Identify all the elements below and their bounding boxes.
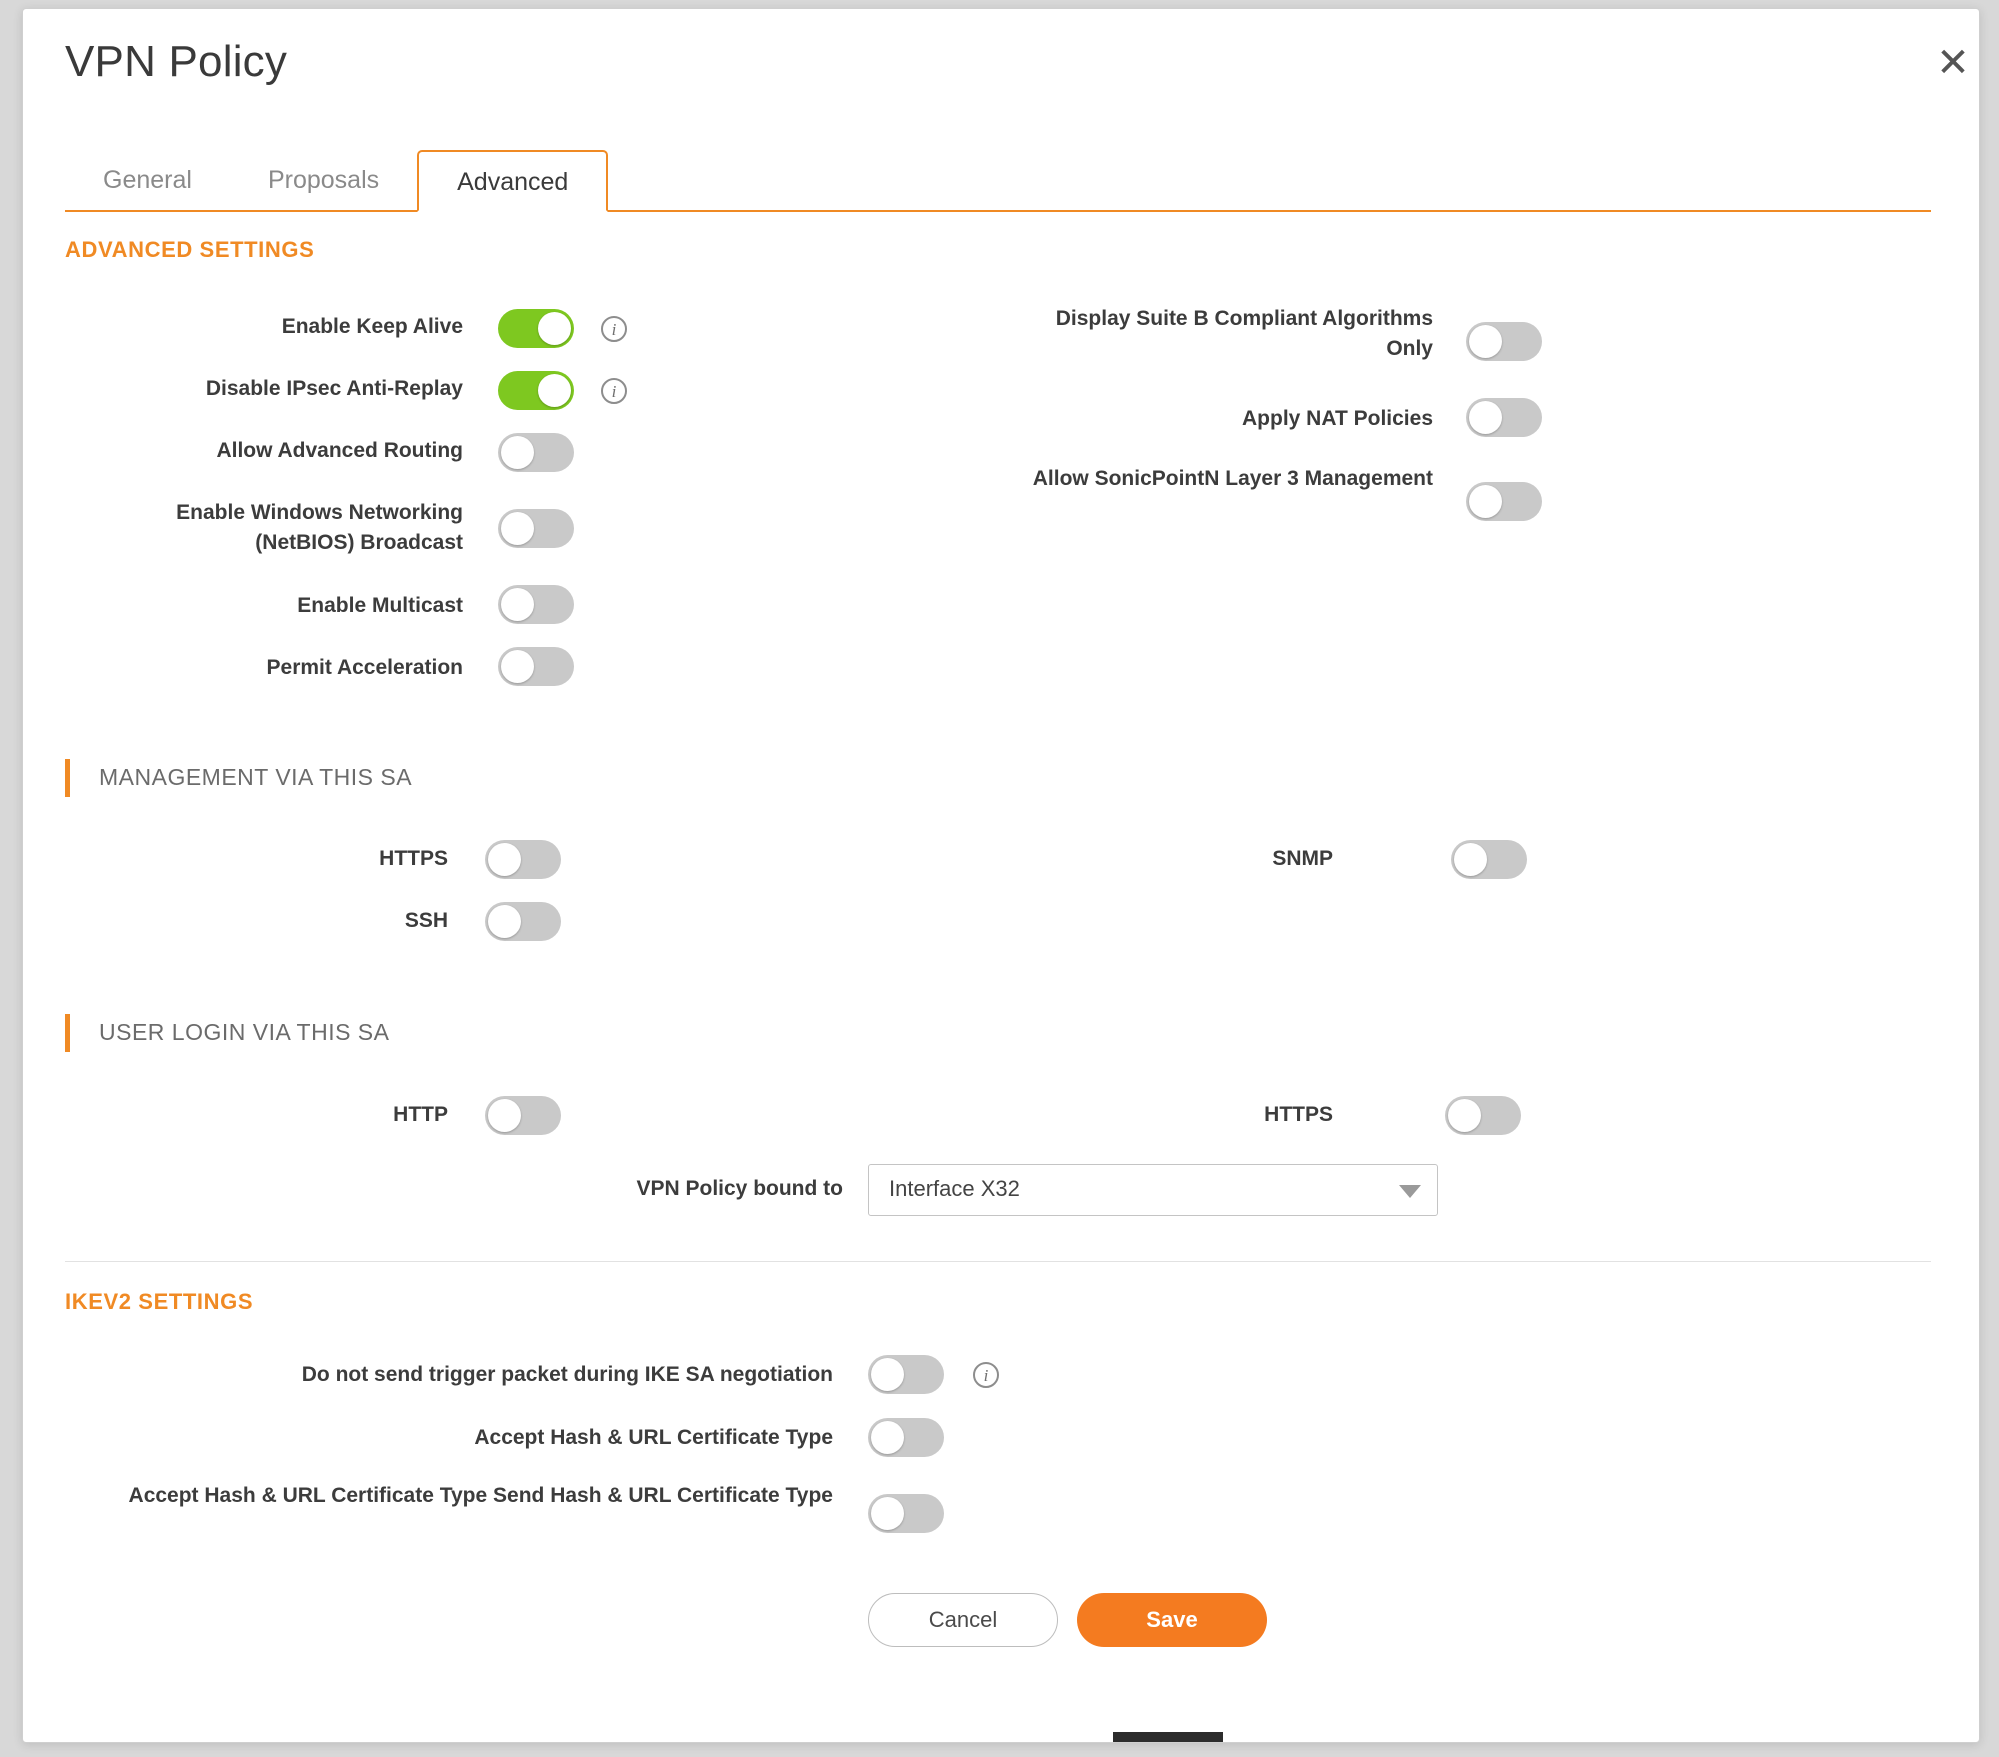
label-accept-send-hash-url-certificate-type: Accept Hash & URL Certificate Type Send Hash & URL Certificate Type bbox=[128, 1484, 833, 1507]
close-icon[interactable]: ✕ bbox=[1936, 40, 1970, 86]
info-icon-disable-ipsec-anti-replay[interactable]: i bbox=[601, 378, 627, 404]
tab-proposals[interactable]: Proposals bbox=[267, 166, 380, 194]
vpn-policy-bound-to-value: Interface X32 bbox=[889, 1176, 1020, 1201]
label-management-ssh: SSH bbox=[404, 909, 448, 932]
label-apply-nat-policies: Apply NAT Policies bbox=[1242, 407, 1433, 430]
toggle-management-https[interactable] bbox=[485, 840, 561, 879]
cancel-button[interactable]: Cancel bbox=[868, 1593, 1058, 1647]
divider bbox=[65, 1261, 1931, 1262]
tab-general[interactable]: General bbox=[103, 166, 192, 194]
vpn-policy-dialog bbox=[22, 8, 1980, 1743]
label-management-https: HTTPS bbox=[379, 847, 448, 870]
toggle-management-snmp[interactable] bbox=[1451, 840, 1527, 879]
label-permit-acceleration: Permit Acceleration bbox=[266, 656, 463, 679]
label-user-login-http: HTTP bbox=[393, 1103, 448, 1126]
label-do-not-send-trigger-packet: Do not send trigger packet during IKE SA negotiation bbox=[301, 1363, 833, 1386]
label-allow-sonicpointn-layer3-management: Allow SonicPointN Layer 3 Management bbox=[1032, 467, 1433, 490]
ikev2-settings-heading: IKEV2 SETTINGS bbox=[65, 1289, 254, 1314]
toggle-user-login-http[interactable] bbox=[485, 1096, 561, 1135]
label-enable-multicast: Enable Multicast bbox=[297, 594, 463, 617]
page-title: VPN Policy bbox=[65, 37, 288, 86]
label-accept-hash-url-certificate-type: Accept Hash & URL Certificate Type bbox=[474, 1426, 833, 1449]
label-vpn-policy-bound-to: VPN Policy bound to bbox=[636, 1177, 843, 1200]
tab-bar bbox=[65, 150, 1931, 212]
toggle-display-suite-b-compliant[interactable] bbox=[1466, 322, 1542, 361]
toggle-permit-acceleration[interactable] bbox=[498, 647, 574, 686]
toggle-enable-keep-alive[interactable] bbox=[498, 309, 574, 348]
toggle-disable-ipsec-anti-replay[interactable] bbox=[498, 371, 574, 410]
label-enable-keep-alive: Enable Keep Alive bbox=[281, 315, 463, 338]
toggle-management-ssh[interactable] bbox=[485, 902, 561, 941]
toggle-do-not-send-trigger-packet[interactable] bbox=[868, 1355, 944, 1394]
vpn-policy-bound-to-select[interactable] bbox=[868, 1164, 1438, 1216]
toggle-allow-advanced-routing[interactable] bbox=[498, 433, 574, 472]
toggle-user-login-https[interactable] bbox=[1445, 1096, 1521, 1135]
toggle-allow-sonicpointn-layer3-management[interactable] bbox=[1466, 482, 1542, 521]
label-display-suite-b-compliant: Display Suite B Compliant Algorithms Only bbox=[1055, 307, 1433, 360]
advanced-settings-heading: ADVANCED SETTINGS bbox=[65, 237, 315, 262]
label-user-login-https: HTTPS bbox=[1264, 1103, 1333, 1126]
label-allow-advanced-routing: Allow Advanced Routing bbox=[216, 439, 463, 462]
chevron-down-icon bbox=[1399, 1185, 1421, 1198]
save-button[interactable]: Save bbox=[1077, 1593, 1267, 1647]
label-disable-ipsec-anti-replay: Disable IPsec Anti-Replay bbox=[205, 377, 463, 400]
bottom-accent-strip bbox=[1113, 1732, 1223, 1742]
user-login-via-sa-heading: USER LOGIN VIA THIS SA bbox=[65, 1019, 390, 1046]
management-via-sa-heading: MANAGEMENT VIA THIS SA bbox=[65, 764, 412, 791]
tab-advanced[interactable]: Advanced bbox=[417, 150, 608, 212]
label-management-snmp: SNMP bbox=[1272, 847, 1333, 870]
toggle-enable-multicast[interactable] bbox=[498, 585, 574, 624]
toggle-accept-send-hash-url-certificate-type[interactable] bbox=[868, 1494, 944, 1533]
info-icon-enable-keep-alive[interactable]: i bbox=[601, 316, 627, 342]
info-icon-do-not-send-trigger-packet[interactable]: i bbox=[973, 1362, 999, 1388]
label-enable-windows-networking-broadcast: Enable Windows Networking (NetBIOS) Broadcast bbox=[176, 501, 463, 554]
toggle-accept-hash-url-certificate-type[interactable] bbox=[868, 1418, 944, 1457]
toggle-apply-nat-policies[interactable] bbox=[1466, 398, 1542, 437]
toggle-enable-windows-networking-broadcast[interactable] bbox=[498, 509, 574, 548]
